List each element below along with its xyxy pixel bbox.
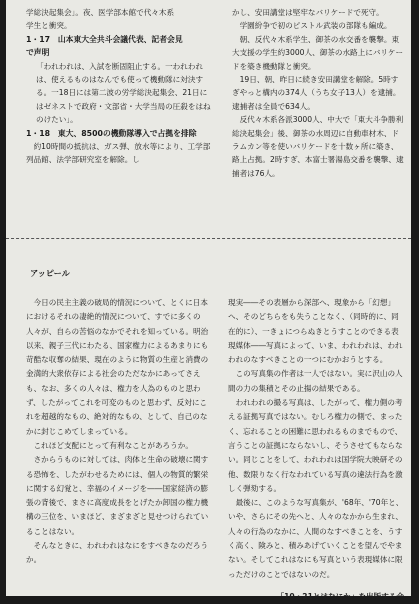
- chronology-paragraph: 朝、反代々木系学生、御茶の水交番を襲撃。東大支援の学生約3000人、御茶の水路上にバリケードを築き機動隊と衝突。: [232, 34, 404, 71]
- appeal-paragraph: われわれの撮る写真は、したがって、権力側の考える証拠写真ではない。むしろ権力の側で、まったく、忘れることの困難に思われるものまでもので、言うことの証拠にならないし、そうさせてもならない。同じことをして、われわれは国学院大映研その他、数限りなく行なわれている写真の違法行為を激しく弾劾する。: [228, 398, 403, 493]
- chronology-line: 学総決起集会」。夜、医学部本館で代々木系: [26, 8, 175, 17]
- chronology-paragraph: 反代々木系各派3000人、中大で「東大斗争勝利総決起集会」後、御茶の水周辺に自動車材木、ドラムカン等を使いバリケードを十数ヶ所に築き、路上占拠。2時すぎ、本富士署湯島交番を襲撃、逮捕者は76人。: [232, 115, 404, 178]
- appeal-left-column: [26, 296, 212, 568]
- dashed-divider: [6, 238, 411, 239]
- document-page: [6, 0, 411, 601]
- chronology-right-column: [232, 6, 404, 180]
- appeal-paragraph: これほど支配にとって有利なことがあろうか。: [33, 440, 193, 450]
- entry-body-1-18: 約10時間の抵抗は、ガス弾、放水等により、工学部列品館、法学部研究室を解除。し: [26, 142, 211, 165]
- chronology-paragraph: かし、安田講堂は堅牢なバリケードで死守。: [232, 8, 384, 17]
- chronology-line: 学生と衝突。: [26, 21, 72, 31]
- appeal-paragraph: 今日の民主主義の破局的情況について、とくに日本におけるそれの凄絶的情況について、すでに多くの人々が、自らの苦悩のなかでそれを知っている。明治以来、親子三代にわたる、国家権力によるあまりにも苛酷な収奪の結果、現在のように物質の生産と消費の金満的大衆依存による社会のただなかにあってさえも、なお、多くの人々は、権力を人為のものと思わず、したがってこれを可変のものと思わず、反対にこれを超越的なもの、絶対的なもの、として、自己のなかに封じこめてしまっている。: [26, 298, 209, 436]
- entry-heading-1-17-sub: で声明: [26, 48, 50, 58]
- appeal-paragraph: そんなときに、われわれはなにをすべきなのだろうか。: [26, 541, 209, 565]
- chronology-paragraph: 学園紛争で初のピストル武装の部隊も編成。: [239, 21, 392, 31]
- entry-quote-1-17: 「われわれは、入試を断固阻止する。一われわれは、使えるものはなんでも使って機動隊に対決する。一18日には第二波の労学総決起集会、21日にはゼネストで政府・文部省・大学当局の圧殺をはねのけたい」。: [36, 61, 211, 125]
- entry-heading-1-18: 1・18 東大、8500の機動隊導入で占拠を排除: [26, 128, 197, 138]
- appeal-right-column: [228, 296, 404, 604]
- entry-heading-1-17: 1・17 山本東大全共斗会議代表、記者会見: [26, 34, 183, 44]
- appeal-paragraph: さからうものに対しては、肉体と生命の破壊に関する恐怖を、したがわせるためには、個人の物質的繁栄に関する幻覚と、幸福のイメージを――国家経済の膨張の背後で、まさに高度成長をとげたか卸国の権力機構の三位を、いまほど、まざまざと見せつけられていることはない。: [26, 455, 209, 536]
- chronology-left-column: [26, 6, 212, 167]
- appeal-paragraph: 最後に、このような写真集が、'68年、'70年と、いや、さらにその先へと、人々のなかから生まれ、人々の行為のなかに、人間のなすべきことを、うすく高く、険みと、積みあげていくことを望んでやまない。そしてこれはなにも写真という表現媒体に限っただけのことではないのだ。: [228, 498, 404, 579]
- appeal-paragraph: この写真集の作者は一人ではない。実に沢山の人間の力の集積とその止揚の結果である。: [228, 369, 403, 393]
- chronology-paragraph: 19日、朝、昨日に続き安田講堂を解除。5時すぎやっと構内の374人（うち女子13人）を逮捕。逮捕者は全員で634人。: [232, 75, 401, 111]
- appeal-title: アッピール: [30, 268, 70, 278]
- appeal-paragraph: 現実――その表層から深部へ、現象から「幻想」へ、そのどちらをも失うことなく、（同時的に、同在的に）、一きょにつらぬきとうすことのできる表現媒体――写真によって、いま、われわれは、われわれのなすべきことの一つにむかおうとする。: [228, 298, 403, 365]
- appeal-signoff: 「10・21とはなにか」を出版する会: [276, 591, 404, 601]
